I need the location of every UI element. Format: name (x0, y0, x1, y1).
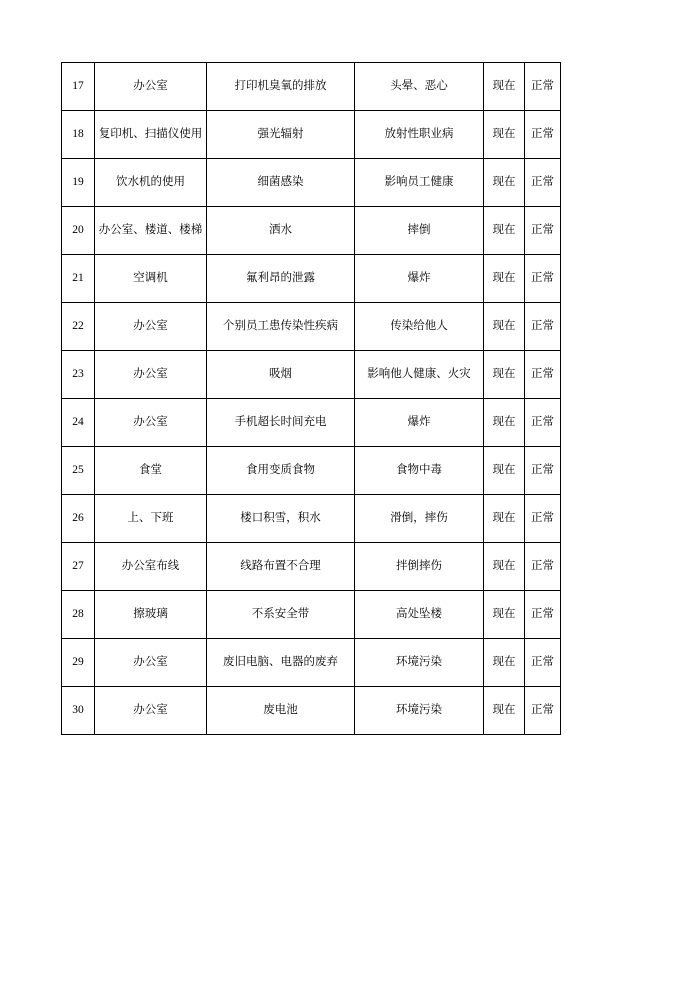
cell-tense: 现在 (484, 207, 525, 255)
cell-hazard: 个别员工患传染性疾病 (207, 303, 355, 351)
cell-location: 复印机、扫描仪使用 (95, 111, 207, 159)
cell-state: 正常 (525, 63, 561, 111)
cell-state: 正常 (525, 687, 561, 735)
cell-location: 办公室 (95, 63, 207, 111)
cell-hazard: 强光辐射 (207, 111, 355, 159)
cell-tense: 现在 (484, 63, 525, 111)
cell-tense: 现在 (484, 255, 525, 303)
cell-consequence: 爆炸 (355, 255, 484, 303)
cell-hazard: 楼口积雪，积水 (207, 495, 355, 543)
cell-hazard: 细菌感染 (207, 159, 355, 207)
cell-location: 办公室 (95, 639, 207, 687)
cell-consequence: 环境污染 (355, 639, 484, 687)
cell-consequence: 放射性职业病 (355, 111, 484, 159)
cell-consequence: 食物中毒 (355, 447, 484, 495)
cell-state: 正常 (525, 255, 561, 303)
cell-hazard: 洒水 (207, 207, 355, 255)
cell-state: 正常 (525, 159, 561, 207)
cell-consequence: 滑倒，摔伤 (355, 495, 484, 543)
cell-consequence: 传染给他人 (355, 303, 484, 351)
table-row (62, 591, 561, 639)
cell-state: 正常 (525, 207, 561, 255)
cell-serial-number: 27 (62, 543, 95, 591)
cell-serial-number: 19 (62, 159, 95, 207)
cell-tense: 现在 (484, 159, 525, 207)
cell-serial-number: 21 (62, 255, 95, 303)
cell-hazard: 氟利昂的泄露 (207, 255, 355, 303)
cell-location: 办公室 (95, 303, 207, 351)
table-row (62, 399, 561, 447)
cell-tense: 现在 (484, 495, 525, 543)
cell-serial-number: 30 (62, 687, 95, 735)
table-body (62, 63, 561, 735)
cell-state: 正常 (525, 591, 561, 639)
cell-location: 空调机 (95, 255, 207, 303)
cell-consequence: 高处坠楼 (355, 591, 484, 639)
cell-location: 擦玻璃 (95, 591, 207, 639)
cell-tense: 现在 (484, 351, 525, 399)
cell-tense: 现在 (484, 399, 525, 447)
cell-serial-number: 25 (62, 447, 95, 495)
cell-tense: 现在 (484, 687, 525, 735)
risk-identification-table-container (61, 62, 560, 735)
cell-serial-number: 24 (62, 399, 95, 447)
cell-state: 正常 (525, 543, 561, 591)
cell-location: 办公室布线 (95, 543, 207, 591)
table-row (62, 543, 561, 591)
cell-location: 食堂 (95, 447, 207, 495)
cell-state: 正常 (525, 351, 561, 399)
cell-hazard: 食用变质食物 (207, 447, 355, 495)
cell-consequence: 摔倒 (355, 207, 484, 255)
cell-tense: 现在 (484, 447, 525, 495)
cell-location: 办公室 (95, 351, 207, 399)
cell-tense: 现在 (484, 591, 525, 639)
table-row (62, 687, 561, 735)
cell-serial-number: 22 (62, 303, 95, 351)
table-row (62, 159, 561, 207)
table-row (62, 255, 561, 303)
cell-state: 正常 (525, 495, 561, 543)
risk-identification-table (61, 62, 561, 735)
cell-tense: 现在 (484, 639, 525, 687)
table-row (62, 207, 561, 255)
cell-serial-number: 26 (62, 495, 95, 543)
cell-consequence: 环境污染 (355, 687, 484, 735)
table-row (62, 63, 561, 111)
cell-serial-number: 20 (62, 207, 95, 255)
cell-serial-number: 18 (62, 111, 95, 159)
cell-tense: 现在 (484, 543, 525, 591)
cell-consequence: 头晕、恶心 (355, 63, 484, 111)
cell-tense: 现在 (484, 303, 525, 351)
cell-state: 正常 (525, 399, 561, 447)
cell-location: 饮水机的使用 (95, 159, 207, 207)
cell-hazard: 吸烟 (207, 351, 355, 399)
cell-hazard: 不系安全带 (207, 591, 355, 639)
cell-consequence: 影响员工健康 (355, 159, 484, 207)
cell-location: 上、下班 (95, 495, 207, 543)
cell-consequence: 影响他人健康、火灾 (355, 351, 484, 399)
cell-location: 办公室、楼道、楼梯 (95, 207, 207, 255)
cell-location: 办公室 (95, 399, 207, 447)
cell-hazard: 废旧电脑、电器的废弃 (207, 639, 355, 687)
cell-serial-number: 17 (62, 63, 95, 111)
cell-hazard: 废电池 (207, 687, 355, 735)
cell-consequence: 爆炸 (355, 399, 484, 447)
table-row (62, 639, 561, 687)
cell-consequence: 拌倒摔伤 (355, 543, 484, 591)
cell-state: 正常 (525, 639, 561, 687)
cell-state: 正常 (525, 303, 561, 351)
cell-hazard: 打印机臭氧的排放 (207, 63, 355, 111)
cell-serial-number: 28 (62, 591, 95, 639)
table-row (62, 447, 561, 495)
table-row (62, 495, 561, 543)
cell-serial-number: 23 (62, 351, 95, 399)
table-row (62, 351, 561, 399)
cell-serial-number: 29 (62, 639, 95, 687)
table-row (62, 303, 561, 351)
cell-hazard: 线路布置不合理 (207, 543, 355, 591)
cell-state: 正常 (525, 111, 561, 159)
cell-location: 办公室 (95, 687, 207, 735)
table-row (62, 111, 561, 159)
cell-state: 正常 (525, 447, 561, 495)
cell-tense: 现在 (484, 111, 525, 159)
cell-hazard: 手机超长时间充电 (207, 399, 355, 447)
